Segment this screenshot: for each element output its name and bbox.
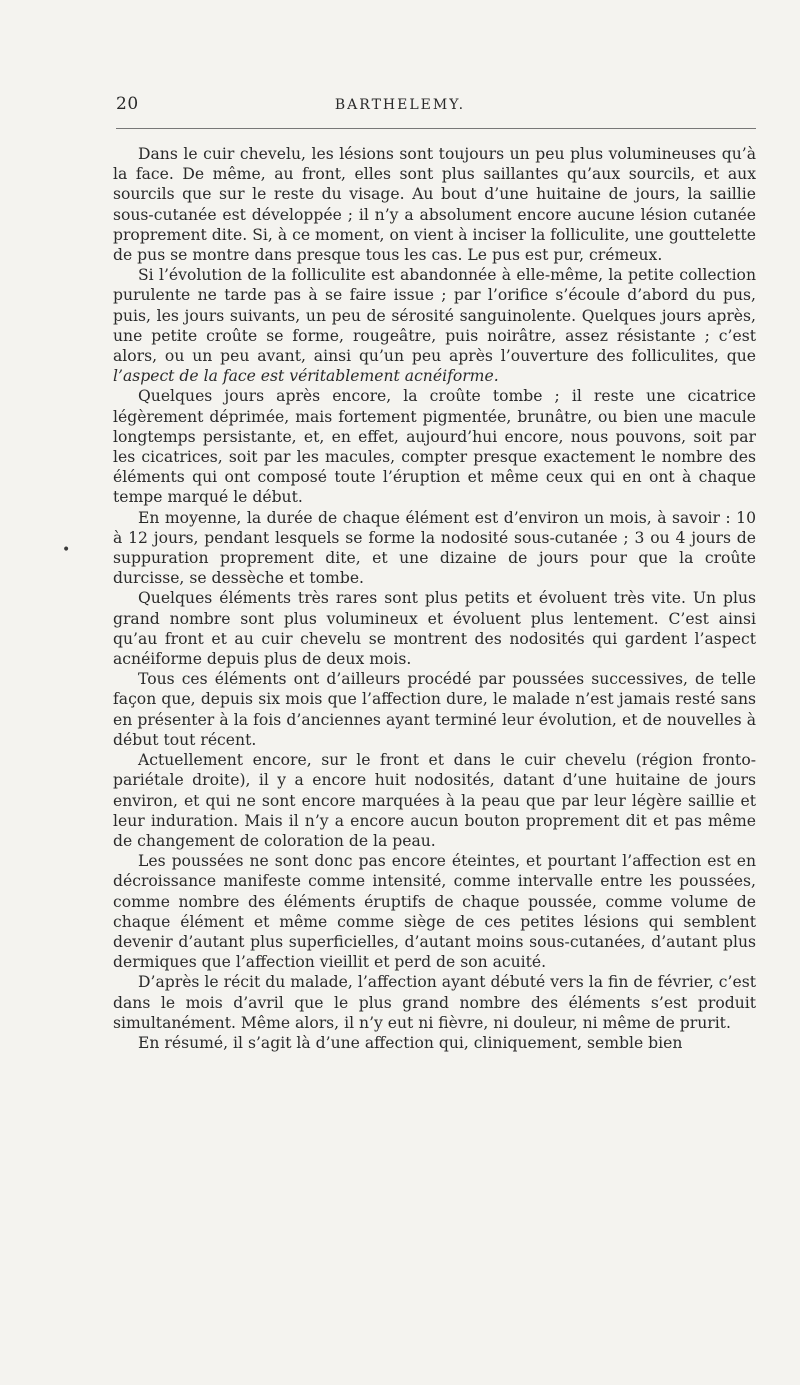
italic-phrase: l’aspect de la face est véritablement acnéiforme. (113, 367, 499, 386)
paragraph: En moyenne, la durée de chaque élément est d’environ un mois, à savoir : 10 à 12 jours, pendant lesquels se forme la nodosité sous-cutanée ; 3 ou 4 jours de suppuration proprement dite, et une dizaine de jours pour que la croûte durcisse, se dessèche et tombe. (113, 508, 756, 588)
body-text (113, 144, 756, 1053)
paragraph-text: Si l’évolution de la folliculite est abandonnée à elle-même, la petite collection purulente ne tarde pas à se faire issue ; par l’orifice s’écoule d’abord du pus, puis, les jours suivants, un peu de sérosité sanguinolente. Quelques jours après, une petite croûte se forme, rougeâtre, puis noirâtre, assez résistante ; c’est alors, ou un peu avant, ainsi qu’un peu après l’ouverture des folliculites, que (113, 266, 756, 366)
running-head: BARTHELEMY. (334, 97, 466, 113)
paragraph: Dans le cuir chevelu, les lésions sont toujours un peu plus volumineuses qu’à la face. De même, au front, elles sont plus saillantes qu’aux sourcils, et aux sourcils que sur le reste du visage. Au bout d’une huitaine de jours, la saillie sous-cutanée est développée ; il n’y a absolument encore aucune lésion cutanée proprement dite. Si, à ce moment, on vient à inciser la folliculite, une gouttelette de pus se montre dans presque tous les cas. Le pus est pur, crémeux. (113, 145, 756, 265)
paragraph: Les poussées ne sont donc pas encore éteintes, et pourtant l’affection est en décroissance manifeste comme intensité, comme intervalle entre les poussées, comme nombre des éléments éruptifs de chaque poussée, comme volume de chaque élément et même comme siège de ces petites lésions qui semblent devenir d’autant plus superficielles, d’autant moins sous-cutanées, d’autant plus dermiques que l’affection vieillit et perd de son acuité. (113, 852, 756, 972)
paragraph: Quelques éléments très rares sont plus petits et évoluent très vite. Un plus grand nombre sont plus volumineux et évoluent plus lentement. C’est ainsi qu’au front et au cuir chevelu se montrent des nodosités qui gardent l’aspect acnéiforme depuis plus de deux mois. (113, 589, 756, 669)
margin-mark-icon: • (62, 542, 71, 558)
paragraph: En résumé, il s’agit là d’une affection qui, cliniquement, semble bien (138, 1033, 683, 1052)
header-rule (116, 128, 756, 129)
paragraph: Actuellement encore, sur le front et dans le cuir chevelu (région fronto-pariétale droite), il y a encore huit nodosités, datant d’une huitaine de jours environ, et qui ne sont encore marquées à la peau que par leur légère saillie et leur induration. Mais il n’y a encore aucun bouton proprement dit et pas même de changement de coloration de la peau. (113, 751, 756, 850)
paragraph: Quelques jours après encore, la croûte tombe ; il reste une cicatrice légèrement déprimée, mais fortement pigmentée, brunâtre, ou bien une macule longtemps persistante, et, en effet, aujourd’hui encore, nous pouvons, soit par les cicatrices, soit par les macules, compter presque exactement le nombre des éléments qui ont composé toute l’éruption et même ceux qui en ont à chaque tempe marqué le début. (113, 387, 756, 507)
page-number: 20 (116, 94, 139, 114)
paragraph (113, 265, 756, 386)
paragraph: Tous ces éléments ont d’ailleurs procédé par poussées successives, de telle façon que, depuis six mois que l’affection dure, le malade n’est jamais resté sans en présenter à la fois d’anciennes ayant terminé leur évolution, et de nouvelles à début tout récent. (113, 670, 756, 749)
paragraph: D’après le récit du malade, l’affection ayant débuté vers la fin de février, c’est dans le mois d’avril que le plus grand nombre des éléments s’est produit simultanément. Même alors, il n’y eut ni fièvre, ni douleur, ni même de prurit. (113, 973, 756, 1032)
